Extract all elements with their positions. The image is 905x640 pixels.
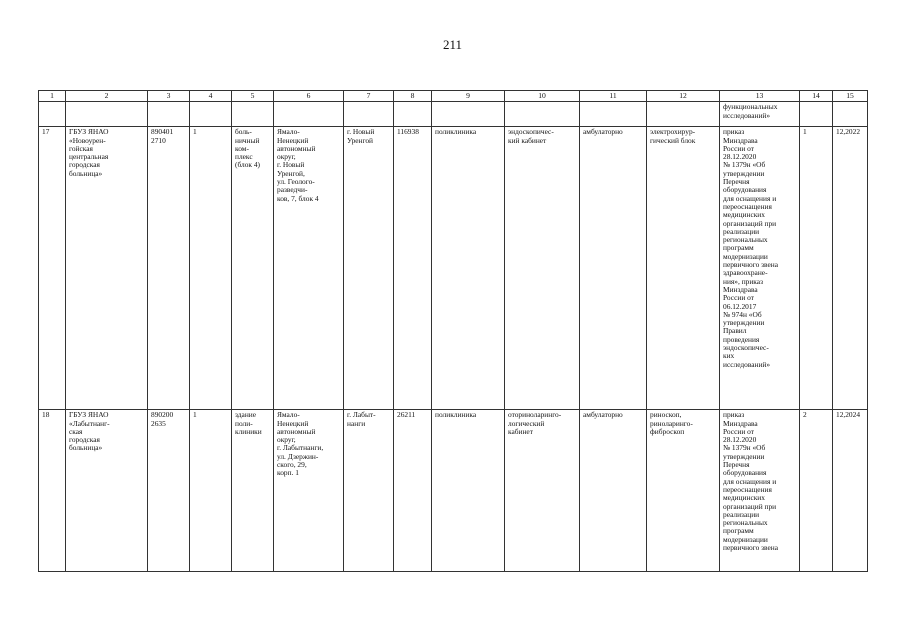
column-header: 6 xyxy=(274,91,344,102)
equipment-cell: риноскоп, риноларинго- фиброскоп xyxy=(647,410,720,572)
address-cell: Ямало- Ненецкий автономный округ, г. Лабытнанги, ул. Дзержин- ского, 29, корп. 1 xyxy=(274,410,344,572)
facility-type-cell: поликлиника xyxy=(432,127,505,410)
organization-cell: ГБУЗ ЯНАО «Новоурен- гойская центральная городская больница» xyxy=(66,127,148,410)
legal-basis-cell: приказ Минздрава России от 28.12.2020 № 1379н «Об утверждении Перечня оборудования для оснащения и переоснащения медицинских организаций при реализации региональных программ модернизации первичного звена xyxy=(720,410,800,572)
date-cell: 12,2022 xyxy=(833,127,868,410)
inn-cell: 890401 2710 xyxy=(148,127,190,410)
column-number-row xyxy=(39,91,868,102)
equipment-table xyxy=(38,90,868,572)
legal-basis-cell: приказ Минздрава России от 28.12.2020 № 1379н «Об утверждении Перечня оборудования для оснащения и переоснащения медицинских организаций при реализации региональных программ модернизации первичного звена здравоохране- ния», приказ Минздрава России от 06.12.2017 № 974н «Об утверждении Правил проведения эндоскопичес- ких исследований» xyxy=(720,127,800,410)
room-cell: эндоскопичес- кий кабинет xyxy=(505,127,580,410)
population-cell: 26211 xyxy=(394,410,432,572)
quantity-cell: 2 xyxy=(800,410,833,572)
page-number: 211 xyxy=(442,37,463,52)
building-cell: здание поли- клиники xyxy=(232,410,274,572)
continuation-row xyxy=(39,102,868,127)
address-cell: Ямало- Ненецкий автономный округ, г. Новый Уренгой, ул. Геолого- разведчи- ков, 7, блок 4 xyxy=(274,127,344,410)
column-header: 11 xyxy=(580,91,647,102)
column-header: 14 xyxy=(800,91,833,102)
equipment-cell: электрохирур- гический блок xyxy=(647,127,720,410)
column-header: 4 xyxy=(190,91,232,102)
column-header: 5 xyxy=(232,91,274,102)
column-header: 13 xyxy=(720,91,800,102)
row-number-cell: 18 xyxy=(39,410,66,572)
city-cell: г. Лабыт- нанги xyxy=(344,410,394,572)
column-header: 12 xyxy=(647,91,720,102)
column-header: 7 xyxy=(344,91,394,102)
column-header: 2 xyxy=(66,91,148,102)
room-cell: оториноларинго- логический кабинет xyxy=(505,410,580,572)
city-cell: г. Новый Уренгой xyxy=(344,127,394,410)
column-header: 8 xyxy=(394,91,432,102)
count-cell: 1 xyxy=(190,127,232,410)
date-cell: 12,2024 xyxy=(833,410,868,572)
quantity-cell: 1 xyxy=(800,127,833,410)
column-header: 10 xyxy=(505,91,580,102)
table-row xyxy=(39,410,868,572)
organization-cell: ГБУЗ ЯНАО «Лабытнанг- ская городская больница» xyxy=(66,410,148,572)
column-header: 3 xyxy=(148,91,190,102)
facility-type-cell: поликлиника xyxy=(432,410,505,572)
column-header: 15 xyxy=(833,91,868,102)
population-cell: 116938 xyxy=(394,127,432,410)
inn-cell: 890200 2635 xyxy=(148,410,190,572)
building-cell: боль- ничный ком- плекс (блок 4) xyxy=(232,127,274,410)
count-cell: 1 xyxy=(190,410,232,572)
care-mode-cell: амбулаторно xyxy=(580,410,647,572)
table-row xyxy=(39,127,868,410)
legal-basis-cell: функциональных исследований» xyxy=(720,102,800,127)
column-header: 1 xyxy=(39,91,66,102)
row-number-cell: 17 xyxy=(39,127,66,410)
care-mode-cell: амбулаторно xyxy=(580,127,647,410)
column-header: 9 xyxy=(432,91,505,102)
